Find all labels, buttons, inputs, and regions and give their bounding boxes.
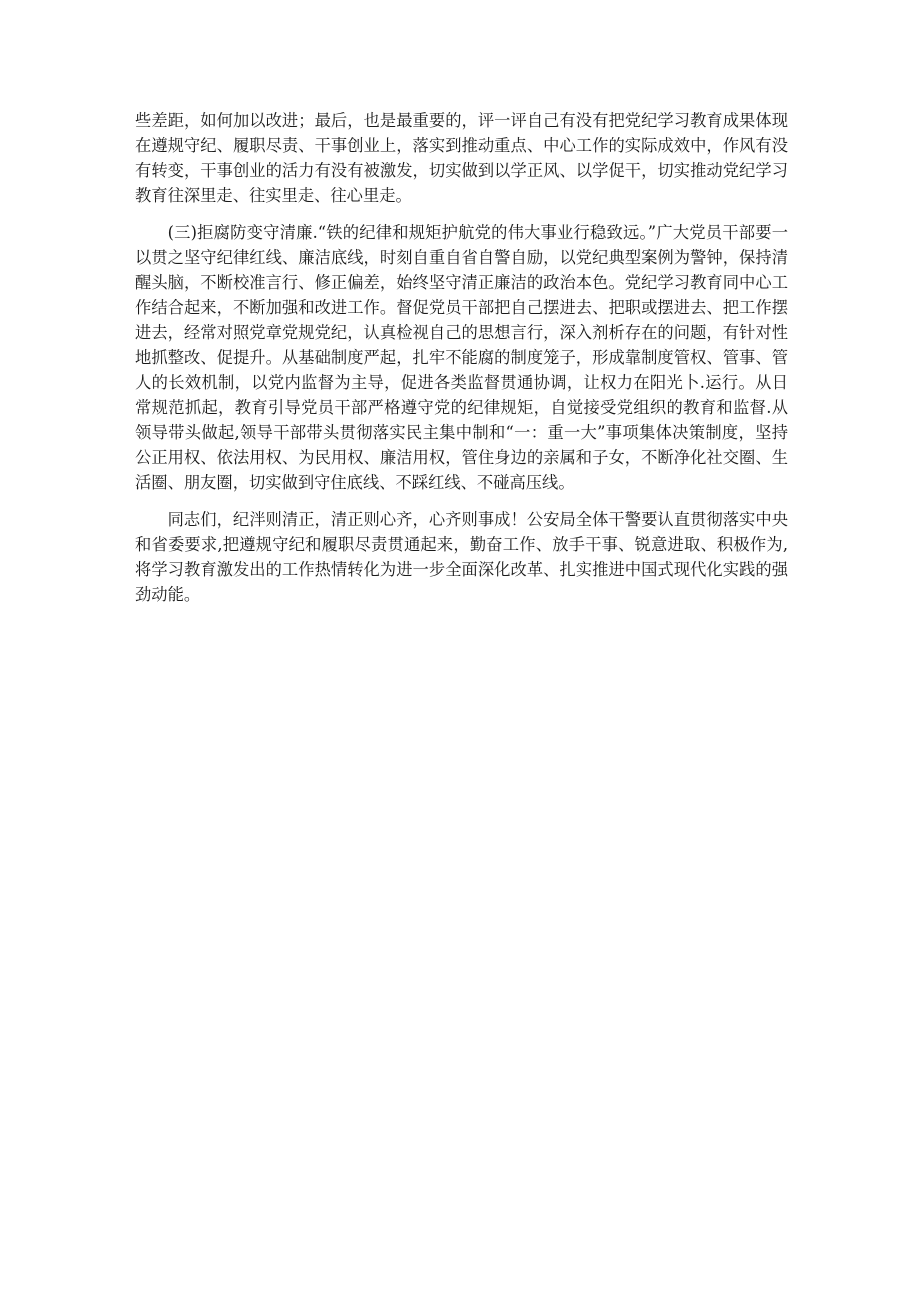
document-body — [135, 108, 788, 619]
paragraph-section-three: (三)拒腐防变守清廉.“铁的纪律和规矩护航党的伟大事业行稳致远。”广大党员干部要一以贯之坚守纪律红线、廉洁底线，时刻自重自省自警自励，以党纪典型案例为警钟，保持清醒头脑，不断校准言行、修正偏差，始终坚守清正廉洁的政治本色。党纪学习教育同中心工作结合起来，不断加强和改进工作。督促党员干部把自己摆进去、把职或摆进去、把工作摆进去，经常对照党章党规党纪，认真检视自己的思想言行，深入剂析存在的问题，有针对性地抓整改、促提升。从基础制度严起，扎牢不能腐的制度笼子，形成靠制度管权、管事、管人的长效机制，以党内监督为主导，促进各类监督贯通协调，让权力在阳光卜.运行。从日常规范抓起，教育引导党员干部严格遵守党的纪律规矩，自觉接受党组织的教育和监督.从领导带头做起,领导干部带头贯彻落实民主集中制和“一：重一大”事项集体决策制度，坚持公正用权、依法用权、为民用权、廉洁用权，管住身边的亲属和子女，不断净化社交圈、生活圈、朋友圈，切实做到守住底线、不踩红线、不碰高压线。 — [135, 223, 788, 492]
paragraph-continuation: 些差距，如何加以改进；最后，也是最重要的，评一评自己有没有把党纪学习教育成果体现在遵规守纪、履职尽责、干事创业上，落实到推动重点、中心工作的实际成效中，作风有没有转变，干事创业的活力有没有被激发，切实做到以学正风、以学促干，切实推动党纪学习教育往深里走、往实里走、往心里走。 — [135, 111, 788, 205]
paragraph-closing: 同志们，纪泮则清正，清正则心齐，心齐则事成！公安局全体干警要认直贯彻落实中央和省委要求,把遵规守纪和履职尽责贯通起来，勤奋工作、放手干事、锐意进取、积极作为,将学习教育激发出的工作热情转化为进一步全面深化改革、扎实推进中国式现代化实践的强劲动能。 — [135, 510, 788, 604]
